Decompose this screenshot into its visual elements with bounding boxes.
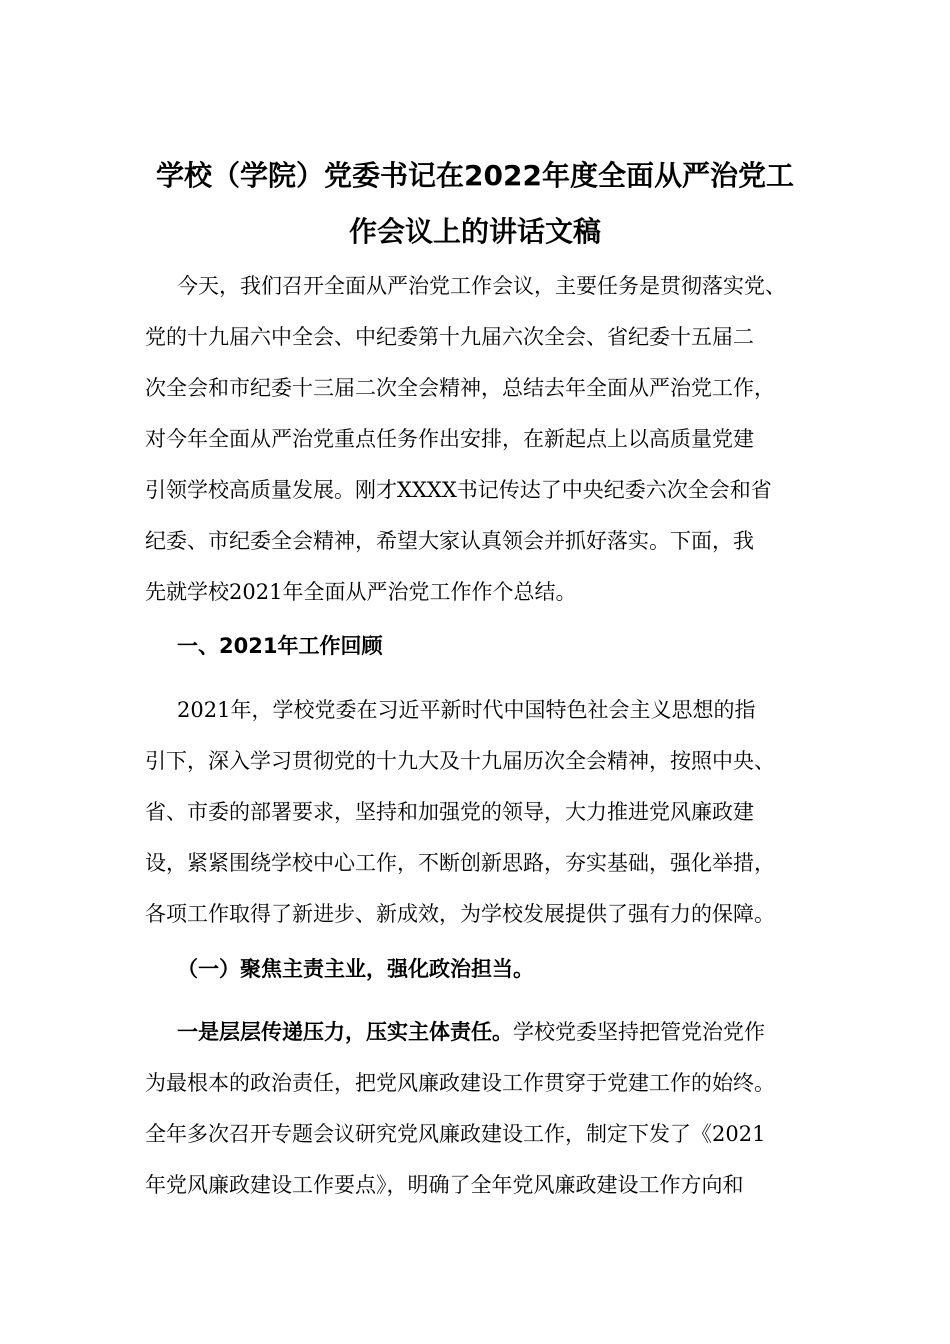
title-line-2: 作会议上的讲话文稿 (348, 215, 601, 248)
paragraph-line: 今天，我们召开全面从严治党工作会议，主要任务是贯彻落实党、 (177, 274, 786, 298)
subsection-heading: （一）聚焦主责主业，强化政治担当。 (177, 957, 534, 981)
point-text: 学校党委坚持把管党治党作 (513, 1020, 765, 1044)
paragraph-line: 2021年，学校党委在习近平新时代中国特色社会主义思想的指 (177, 698, 756, 722)
paragraph-line: 各项工作取得了新进步、新成效，为学校发展提供了强有力的保障。 (145, 902, 775, 926)
paragraph-line: 次全会和市纪委十三届二次全会精神，总结去年全面从严治党工作， (145, 376, 775, 400)
paragraph-line: 省、市委的部署要求，坚持和加强党的领导，大力推进党风廉政建 (145, 800, 754, 824)
point-lead: 一是层层传递压力，压实主体责任。 (177, 1020, 513, 1044)
paragraph-line: 全年多次召开专题会议研究党风廉政建设工作，制定下发了《2021 (145, 1122, 766, 1146)
paragraph-line: 引下，深入学习贯彻党的十九大及十九届历次全会精神，按照中央、 (145, 749, 775, 773)
paragraph-line: 纪委、市纪委全会精神，希望大家认真领会并抓好落实。下面，我 (145, 529, 754, 553)
paragraph-line (177, 1012, 950, 1052)
paragraph-line: 为最根本的政治责任，把党风廉政建设工作贯穿于党建工作的始终。 (145, 1071, 775, 1095)
paragraph-line: 党的十九届六中全会、中纪委第十九届六次全会、省纪委十五届二 (145, 325, 754, 349)
paragraph-line: 引领学校高质量发展。刚才XXXX书记传达了中央纪委六次全会和省 (145, 478, 772, 502)
section-heading: 一、2021年工作回顾 (177, 634, 383, 658)
paragraph-line: 对今年全面从严治党重点任务作出安排，在新起点上以高质量党建 (145, 427, 754, 451)
paragraph-line: 设，紧紧围绕学校中心工作，不断创新思路，夯实基础，强化举措， (145, 851, 775, 875)
paragraph-line: 年党风廉政建设工作要点》，明确了全年党风廉政建设工作方向和 (145, 1173, 744, 1197)
paragraph-line: 先就学校2021年全面从严治党工作作个总结。 (145, 580, 577, 604)
title-line-1: 学校（学院）党委书记在2022年度全面从严治党工 (156, 159, 794, 192)
document-title (140, 148, 810, 260)
